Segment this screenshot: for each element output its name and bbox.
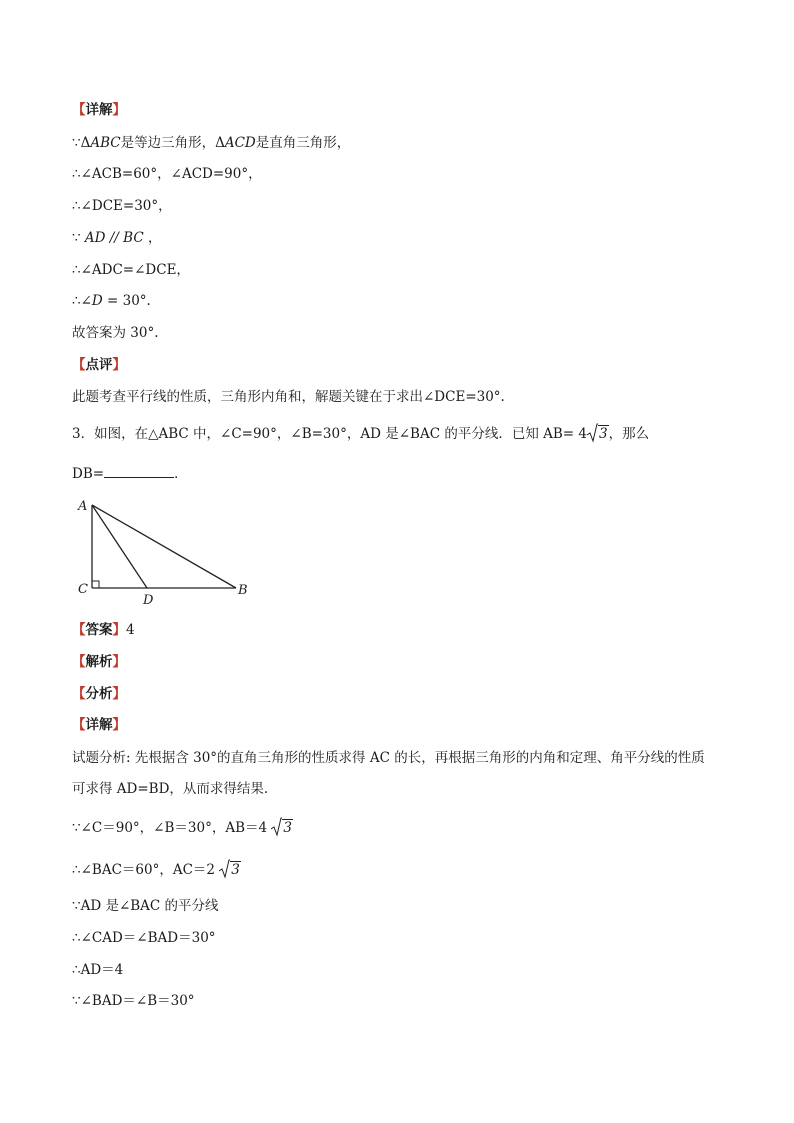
solution-line-5: ∵AD 是∠BAC 的平分线 (72, 898, 219, 914)
triangle-figure (70, 492, 260, 612)
s1-line-2: ∴∠ACB=60°，∠ACD=90°， (72, 166, 262, 182)
solution-line-2: 可求得 AD=BD，从而求得结果. (72, 781, 269, 797)
sqrt-symbol: 3 (271, 819, 293, 837)
label-d: D (143, 593, 154, 608)
s1-line-4: ∵ AD // BC ， (72, 230, 162, 246)
s1-line-5: ∴∠ADC=∠DCE， (72, 262, 190, 278)
fenxi-heading: 【分析】 (72, 686, 126, 702)
solution-line-3: ∵∠C＝90°，∠B＝30°，AB＝4 3 (72, 820, 292, 836)
bisector-ad (92, 505, 147, 588)
question-3-stem: 3．如图，在△ABC 中，∠C=90°，∠B=30°，AD 是∠BAC 的平分线．已知 AB= 4 3，那么 (72, 426, 650, 442)
s1-line-6: ∴∠D = 30°. (72, 293, 151, 309)
label-b: B (238, 583, 248, 598)
comment-heading: 【点评】 (72, 357, 126, 373)
label-c: C (78, 582, 88, 597)
answer-blank (104, 464, 174, 478)
sqrt-symbol: 3 (587, 425, 609, 443)
comment-text: 此题考查平行线的性质，三角形内角和，解题关键在于求出∠DCE=30°. (72, 389, 505, 405)
s1-line-1: ∵ΔABC是等边三角形，ΔACD是直角三角形， (72, 135, 351, 151)
solution-line-6: ∴∠CAD＝∠BAD＝30° (72, 930, 216, 946)
solution-line-1: 试题分析: 先根据含 30°的直角三角形的性质求得 AC 的长，再根据三角形的内角和定理、角平分线的性质 (72, 750, 705, 766)
s1-line-7: 故答案为 30°. (72, 325, 159, 341)
s1-line-3: ∴∠DCE=30°， (72, 198, 172, 214)
right-angle-mark (92, 581, 99, 588)
answer-value: 4 (126, 622, 135, 638)
analysis-heading: 【解析】 (72, 654, 126, 670)
label-a: A (78, 499, 88, 514)
solution-line-7: ∴AD＝4 (72, 962, 124, 978)
solution-line-4: ∴∠BAC＝60°，AC＝2 3 (72, 862, 240, 878)
detail-heading-1: 【详解】 (72, 102, 126, 118)
solution-line-8: ∵∠BAD＝∠B＝30° (72, 993, 195, 1009)
answer-heading: 【答案】4 (72, 622, 135, 638)
side-ab (92, 505, 236, 588)
question-3-blank-line: DB= ． (72, 466, 188, 482)
detail-heading-2: 【详解】 (72, 717, 126, 733)
sqrt-symbol: 3 (219, 861, 241, 879)
